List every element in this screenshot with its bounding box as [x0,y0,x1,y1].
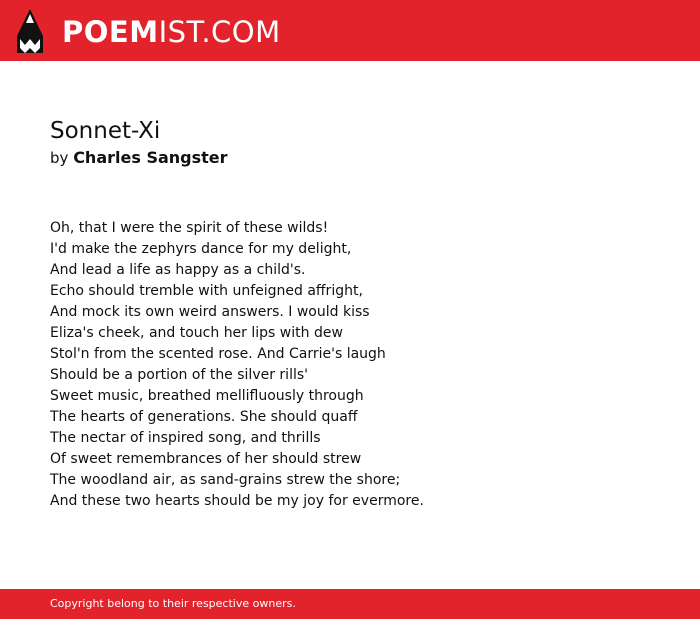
brand-light-text: IST.COM [158,14,281,49]
poem-line: Eliza's cheek, and touch her lips with dew [50,325,343,341]
poem-line: Should be a portion of the silver rills' [50,367,308,383]
site-footer [0,589,700,619]
poem-line: And lead a life as happy as a child's. [50,262,306,278]
poem-line: Sweet music, breathed mellifluously through [50,388,364,404]
poem-line: Oh, that I were the spirit of these wilds! [50,220,329,236]
pencil-icon [16,8,44,54]
poem-line: Echo should tremble with unfeigned affright, [50,283,363,299]
poem-line: Stol'n from the scented rose. And Carrie's laugh [50,346,386,362]
poem-line: And these two hearts should be my joy for evermore. [50,493,424,509]
poem-body [50,218,670,512]
poem-author: Charles Sangster [73,148,228,167]
poem-line: And mock its own weird answers. I would kiss [50,304,370,320]
poem-line: The woodland air, as sand-grains strew the shore; [50,472,401,488]
brand-bold-text: POEM [62,14,159,49]
site-header [0,0,700,61]
by-label: by [50,149,69,167]
poem-line: The nectar of inspired song, and thrills [50,430,321,446]
copyright-text: Copyright belong to their respective owners. [50,597,296,610]
poem-line: The hearts of generations. She should quaff [50,409,358,425]
poem-title: Sonnet-Xi [50,118,161,144]
poem-line: Of sweet remembrances of her should strew [50,451,362,467]
poem-line: I'd make the zephyrs dance for my delight, [50,241,352,257]
site-brand [62,16,281,47]
site-logo-link[interactable] [16,8,281,54]
poem-byline [50,148,670,168]
poem-content [50,116,670,512]
